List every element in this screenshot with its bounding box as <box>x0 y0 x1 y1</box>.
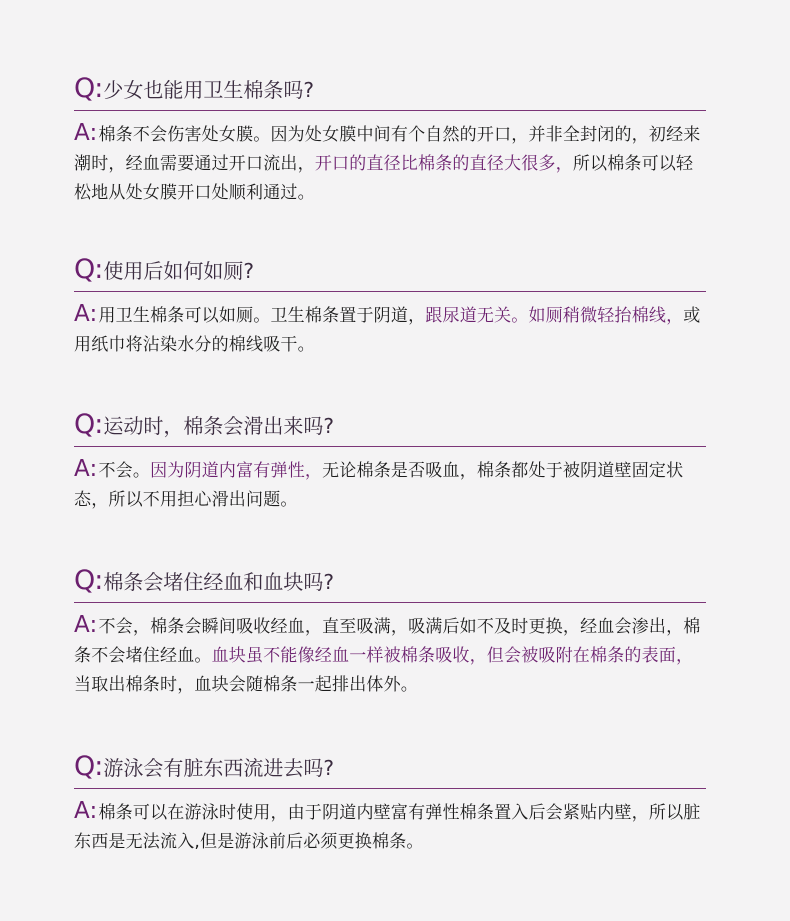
answer-text: 不会，棉条会瞬间吸收经血，直至吸满，吸满后如不及时更换，经血会渗出，棉条不会堵住经血。 <box>74 617 701 666</box>
answer <box>74 119 706 208</box>
answer-highlight: 开口的直径比棉条的直径大很多， <box>314 154 573 174</box>
answer <box>74 300 706 360</box>
question-text: 棉条会堵住经血和血块吗? <box>103 570 334 594</box>
answer-text: 不会。 <box>98 461 151 481</box>
answer-text: 棉条可以在游泳时使用，由于阴道内壁富有弹性棉条置入后会紧贴内壁，所以脏东西是无法流入,但是游泳前后必须更换棉条。 <box>74 803 701 852</box>
faq-item <box>74 70 706 208</box>
faq-item <box>74 251 706 360</box>
question-text: 使用后如何如厕? <box>103 259 254 283</box>
answer-text: 当取出棉条时，血块会随棉条一起排出体外。 <box>74 675 418 695</box>
answer-highlight: 血块虽不能像经血一样被棉条吸收，但会被吸附在棉条的表面， <box>211 646 694 666</box>
question-text: 游泳会有脏东西流进去吗? <box>103 756 334 780</box>
divider <box>74 602 706 603</box>
a-label: A: <box>74 798 98 824</box>
q-label: Q: <box>74 565 103 596</box>
a-label: A: <box>74 301 98 327</box>
question <box>74 70 706 108</box>
question <box>74 748 706 786</box>
answer-highlight: 跟尿道无关。如厕稍微轻抬棉线， <box>425 306 684 326</box>
a-label: A: <box>74 612 98 638</box>
q-label: Q: <box>74 73 103 104</box>
divider <box>74 291 706 292</box>
question <box>74 406 706 444</box>
divider <box>74 788 706 789</box>
answer <box>74 611 706 700</box>
question <box>74 562 706 600</box>
answer-text: 用卫生棉条可以如厕。卫生棉条置于阴道， <box>98 306 426 326</box>
answer-text: 或用纸巾将沾染水分的棉线吸干。 <box>74 306 701 355</box>
a-label: A: <box>74 456 98 482</box>
answer-highlight: 因为阴道内富有弹性， <box>150 461 323 481</box>
answer-text: 无论棉条是否吸血，棉条都处于被阴道壁固定状态，所以不用担心滑出问题。 <box>74 461 684 510</box>
answer <box>74 455 706 515</box>
faq-item <box>74 406 706 515</box>
answer-text: 棉条不会伤害处女膜。因为处女膜中间有个自然的开口，并非全封闭的，初经来潮时，经血需要通过开口流出， <box>74 125 701 174</box>
divider <box>74 446 706 447</box>
q-label: Q: <box>74 409 103 440</box>
question <box>74 251 706 289</box>
q-label: Q: <box>74 751 103 782</box>
faq-item <box>74 748 706 857</box>
q-label: Q: <box>74 254 103 285</box>
answer-text: 所以棉条可以轻松地从处女膜开口处顺利通过。 <box>74 154 694 203</box>
question-text: 少女也能用卫生棉条吗? <box>103 78 314 102</box>
faq-item <box>74 562 706 700</box>
divider <box>74 110 706 111</box>
question-text: 运动时，棉条会滑出来吗? <box>103 414 334 438</box>
a-label: A: <box>74 120 98 146</box>
answer <box>74 797 706 857</box>
